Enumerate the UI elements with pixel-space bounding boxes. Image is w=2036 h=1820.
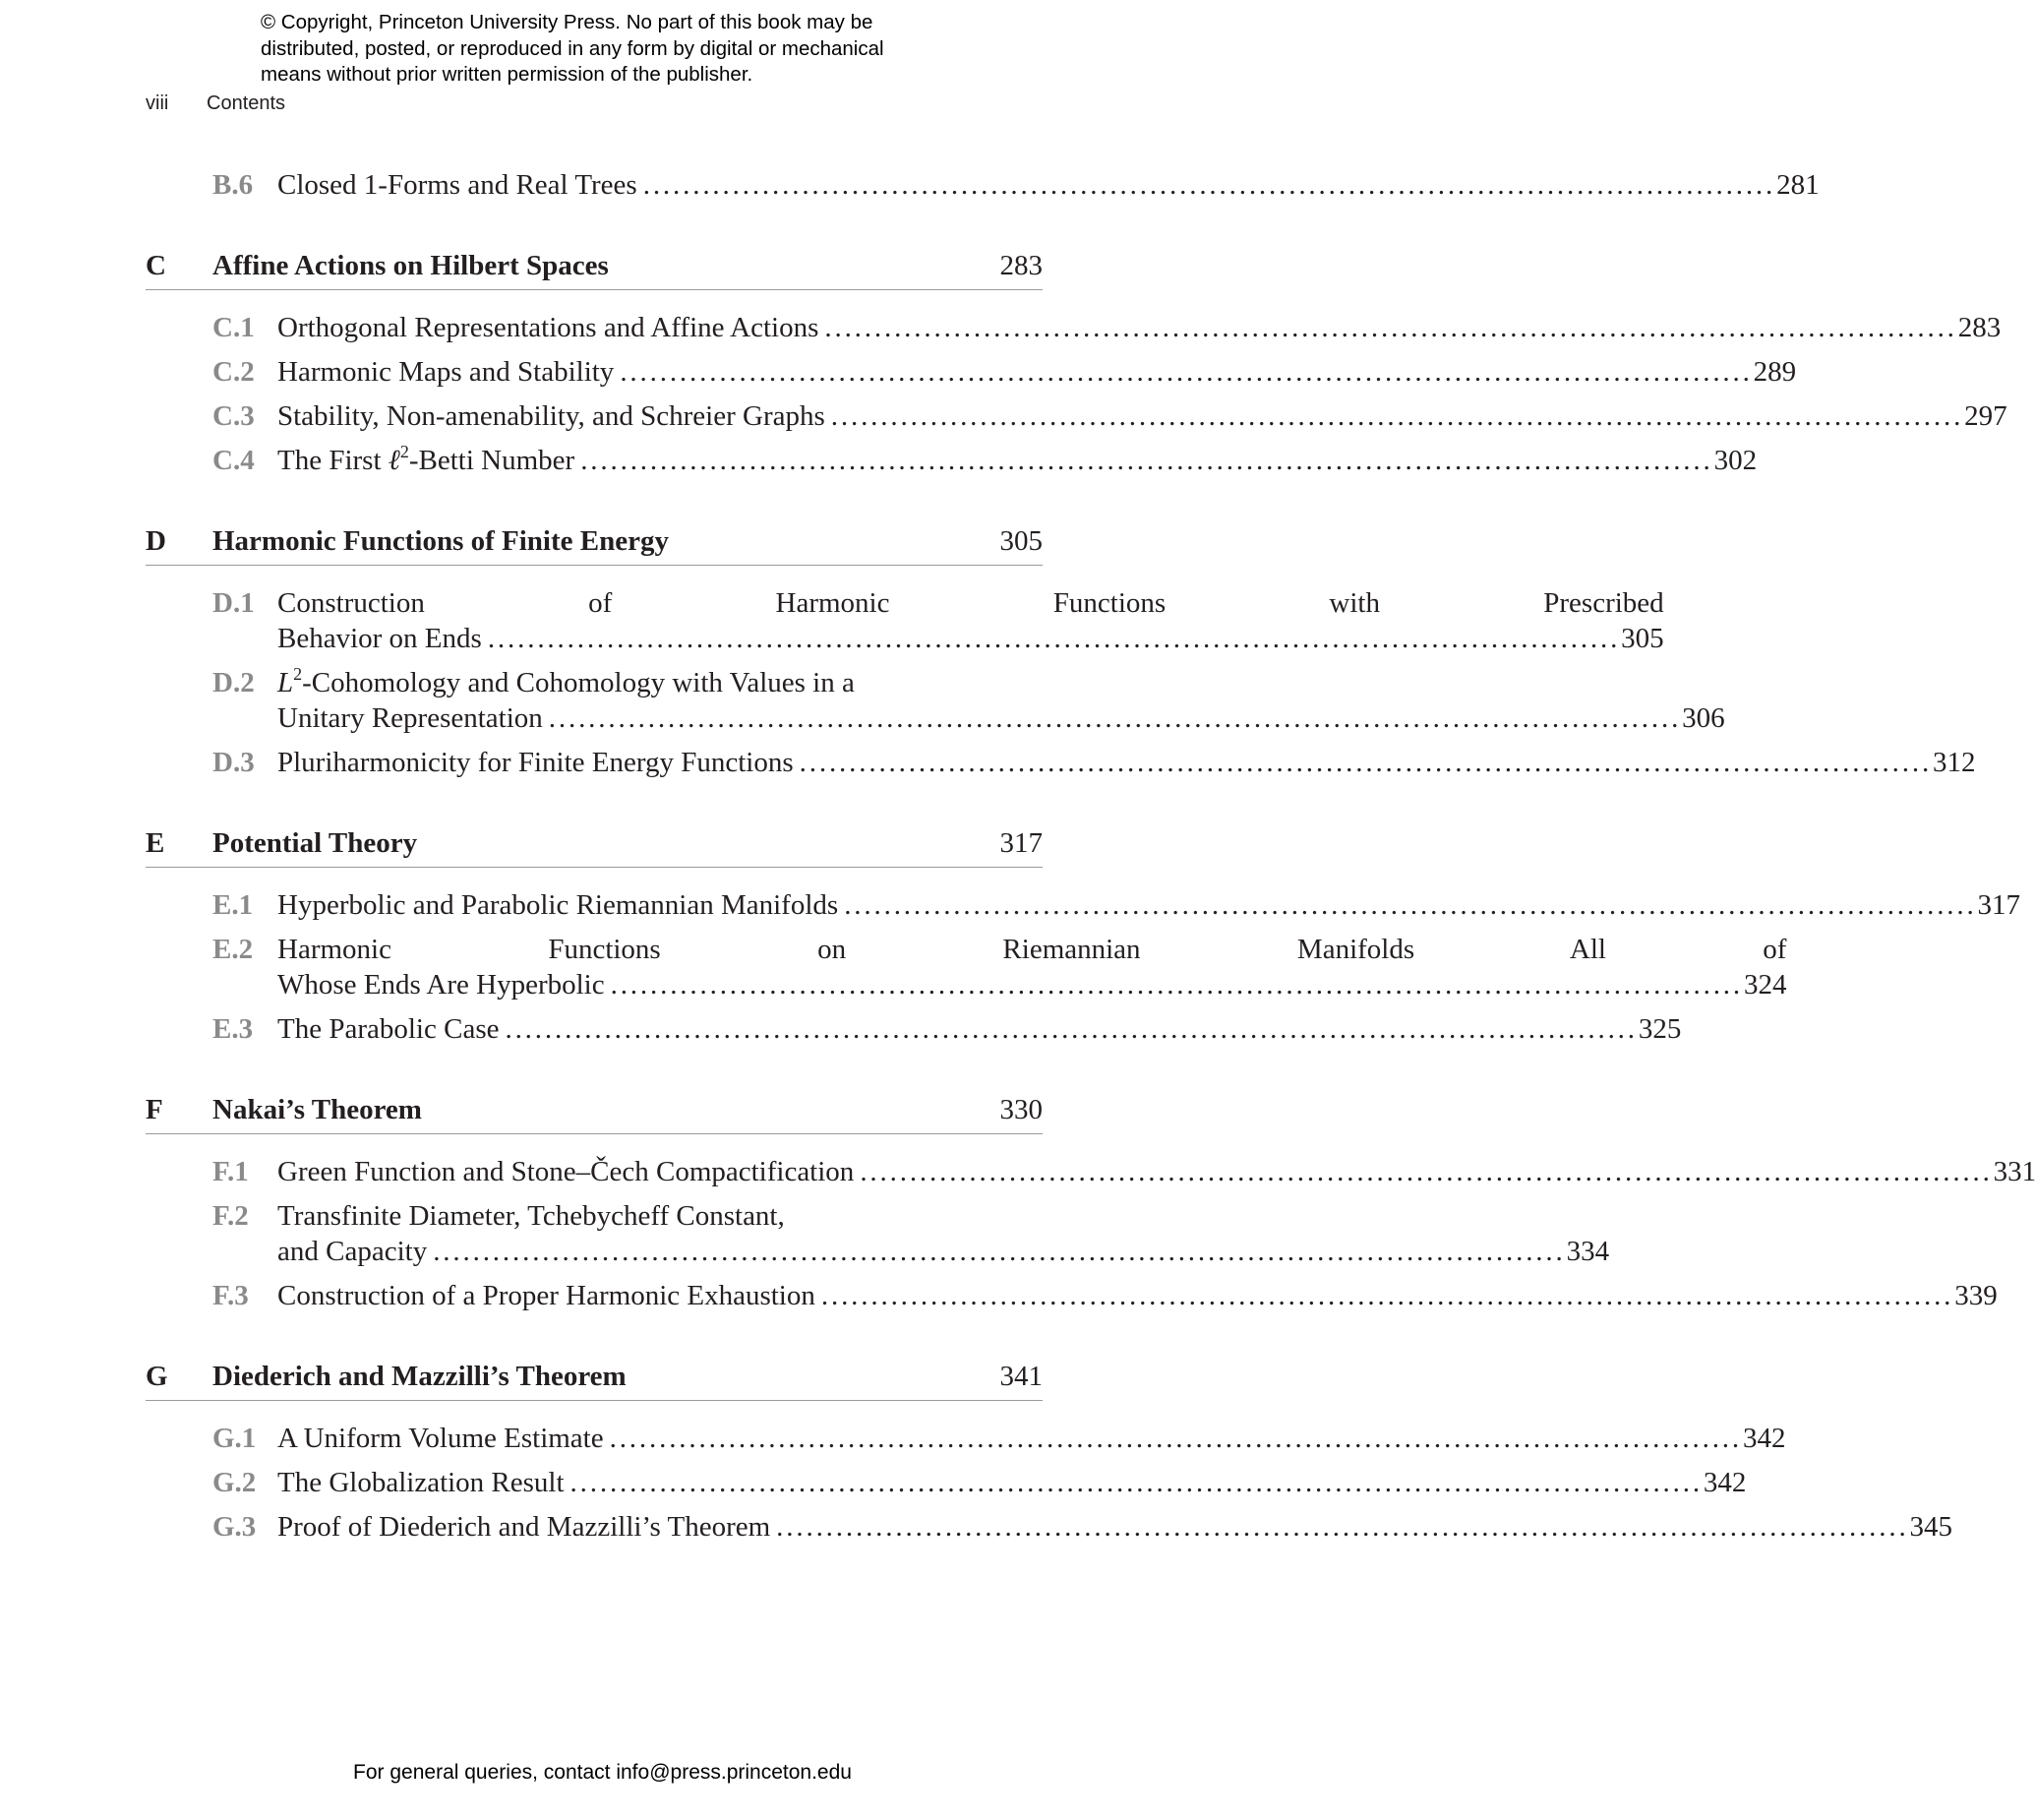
section-number: C.3 <box>212 400 255 432</box>
section-number: B.6 <box>212 169 254 201</box>
chapter-heading-g[interactable] <box>146 1359 1043 1401</box>
page-number: 283 <box>1957 312 2002 343</box>
section-title-line: Harmonic Functions on Riemannian Manifolds All of <box>277 934 1787 965</box>
table-of-contents <box>146 167 2036 1553</box>
leader-dots <box>831 398 1958 434</box>
page-folio: viii <box>146 92 169 114</box>
section-title: A Uniform Volume Estimate <box>277 1423 604 1454</box>
toc-entry-f1[interactable] <box>146 1154 2036 1189</box>
leader-dots <box>433 1234 1560 1269</box>
toc-entry-g3[interactable] <box>146 1509 1953 1545</box>
toc-entry-g2[interactable] <box>146 1465 1747 1500</box>
page-number: 306 <box>1682 702 1725 734</box>
section-number: G.2 <box>212 1467 257 1498</box>
copyright-line: distributed, posted, or reproduced in any form by digital or mechanical <box>261 36 884 60</box>
section-number: G.3 <box>212 1511 257 1543</box>
superscript: 2 <box>399 442 409 461</box>
l-symbol: L <box>277 667 294 698</box>
section-title: Proof of Diederich and Mazzilli’s Theorem <box>277 1511 771 1543</box>
section-title: Construction of a Proper Harmonic Exhaustion <box>277 1280 815 1311</box>
section-number: D.3 <box>212 747 255 778</box>
page-number: 331 <box>1993 1156 2036 1187</box>
chapter-letter: C <box>146 250 166 281</box>
section-title: The Globalization Result <box>277 1467 565 1498</box>
toc-entry-e2[interactable] <box>146 932 1787 1002</box>
section-title: Orthogonal Representations and Affine Actions <box>277 312 819 343</box>
leader-dots <box>570 1465 1698 1500</box>
section-title: Stability, Non-amenability, and Schreier Graphs <box>277 400 825 432</box>
section-title-line: Construction of Harmonic Functions with Prescribed <box>277 587 1664 619</box>
chapter-title: Harmonic Functions of Finite Energy <box>212 525 669 557</box>
toc-entry-e1[interactable] <box>146 887 2021 923</box>
section-number: D.2 <box>212 667 255 698</box>
section-title-line: and Capacity <box>277 1236 428 1267</box>
chapter-heading-c[interactable] <box>146 248 1043 290</box>
toc-entry-c4[interactable] <box>146 442 1758 478</box>
section-title-line: Unitary Representation <box>277 702 543 734</box>
section-number: E.3 <box>212 1013 254 1045</box>
superscript: 2 <box>293 664 303 684</box>
page-number: 297 <box>1964 400 2007 432</box>
page-number: 305 <box>999 525 1043 557</box>
page-number: 330 <box>999 1094 1043 1125</box>
copyright-notice <box>261 10 1008 89</box>
toc-entry-c1[interactable] <box>146 310 2002 345</box>
chapter-letter: E <box>146 827 165 859</box>
page-number: 339 <box>1954 1280 1998 1311</box>
section-number: D.1 <box>212 587 255 619</box>
copyright-line: © Copyright, Princeton University Press. No part of this book may be <box>261 11 873 33</box>
section-title-line <box>277 665 1725 700</box>
leader-dots <box>610 1421 1737 1456</box>
chapter-heading-d[interactable] <box>146 523 1043 566</box>
page-number: 283 <box>999 250 1043 281</box>
section-title <box>277 443 574 478</box>
leader-dots <box>611 967 1738 1002</box>
section-title: Harmonic Maps and Stability <box>277 356 615 388</box>
toc-entry-d1[interactable] <box>146 585 1664 656</box>
leader-dots <box>488 621 1615 656</box>
leader-dots <box>505 1011 1632 1047</box>
page-number: 312 <box>1933 747 1976 778</box>
toc-entry-c2[interactable] <box>146 354 1797 390</box>
toc-entry-c3[interactable] <box>146 398 2007 434</box>
page-number: 324 <box>1743 969 1787 1001</box>
page-number: 289 <box>1753 356 1797 388</box>
section-number: C.1 <box>212 312 255 343</box>
chapter-heading-e[interactable] <box>146 825 1043 868</box>
copyright-line: means without prior written permission of the publisher. <box>261 63 753 86</box>
section-title: Pluriharmonicity for Finite Energy Functions <box>277 747 794 778</box>
section-number: F.2 <box>212 1200 249 1232</box>
page-number: 325 <box>1638 1013 1682 1045</box>
running-head <box>146 92 285 115</box>
page-number: 341 <box>999 1361 1043 1392</box>
title-part: The First <box>277 445 389 476</box>
toc-entry-f3[interactable] <box>146 1278 1998 1313</box>
leader-dots <box>800 745 1927 780</box>
page-number: 342 <box>1742 1423 1786 1454</box>
page-number: 317 <box>1977 889 2021 921</box>
leader-dots <box>549 700 1676 736</box>
section-title: Green Function and Stone–Čech Compactification <box>277 1156 855 1187</box>
chapter-title: Potential Theory <box>212 827 418 859</box>
leader-dots <box>821 1278 1948 1313</box>
toc-entry-g1[interactable] <box>146 1421 1786 1456</box>
running-head-title: Contents <box>207 92 286 114</box>
leader-dots <box>580 443 1707 478</box>
section-title: Hyperbolic and Parabolic Riemannian Manifolds <box>277 889 839 921</box>
section-number: E.1 <box>212 889 254 921</box>
chapter-title: Affine Actions on Hilbert Spaces <box>212 250 609 281</box>
section-number: C.2 <box>212 356 255 388</box>
toc-entry-b6[interactable] <box>146 167 1820 203</box>
chapter-letter: D <box>146 525 166 557</box>
page-number: 345 <box>1909 1511 1953 1543</box>
page-number: 281 <box>1776 169 1820 201</box>
leader-dots <box>620 354 1747 390</box>
section-number: C.4 <box>212 445 255 476</box>
chapter-title: Nakai’s Theorem <box>212 1094 422 1125</box>
chapter-heading-f[interactable] <box>146 1092 1043 1134</box>
page-number: 317 <box>999 827 1043 859</box>
leader-dots <box>844 887 1971 923</box>
title-part: -Cohomology and Cohomology with Values in a <box>302 667 855 698</box>
ell-symbol: ℓ <box>388 445 400 476</box>
title-part: -Betti Number <box>408 445 575 476</box>
section-title-line: Behavior on Ends <box>277 623 482 654</box>
section-title-line: Whose Ends Are Hyperbolic <box>277 969 605 1001</box>
section-number: E.2 <box>212 934 254 965</box>
page-number: 305 <box>1621 623 1664 654</box>
leader-dots <box>643 167 1770 203</box>
section-number: F.3 <box>212 1280 249 1311</box>
chapter-letter: F <box>146 1094 163 1125</box>
section-title: The Parabolic Case <box>277 1013 500 1045</box>
leader-dots <box>860 1154 1987 1189</box>
footer-text: For general queries, contact info@press.princeton.edu <box>353 1761 852 1784</box>
chapter-title: Diederich and Mazzilli’s Theorem <box>212 1361 627 1392</box>
leader-dots <box>824 310 1951 345</box>
toc-entry-e3[interactable] <box>146 1011 1682 1047</box>
leader-dots <box>776 1509 1903 1545</box>
section-title-line: Transfinite Diameter, Tchebycheff Constant, <box>277 1200 785 1232</box>
page-number: 302 <box>1713 445 1758 476</box>
section-number: F.1 <box>212 1156 249 1187</box>
section-number: G.1 <box>212 1423 257 1454</box>
chapter-letter: G <box>146 1361 168 1392</box>
toc-entry-d2[interactable] <box>146 664 1725 736</box>
toc-entry-f2[interactable] <box>146 1198 1610 1269</box>
page-number: 342 <box>1703 1467 1747 1498</box>
page-number: 334 <box>1566 1236 1610 1267</box>
footer-contact <box>0 1761 1205 1785</box>
section-title: Closed 1-Forms and Real Trees <box>277 169 637 201</box>
toc-entry-d3[interactable] <box>146 745 1976 780</box>
